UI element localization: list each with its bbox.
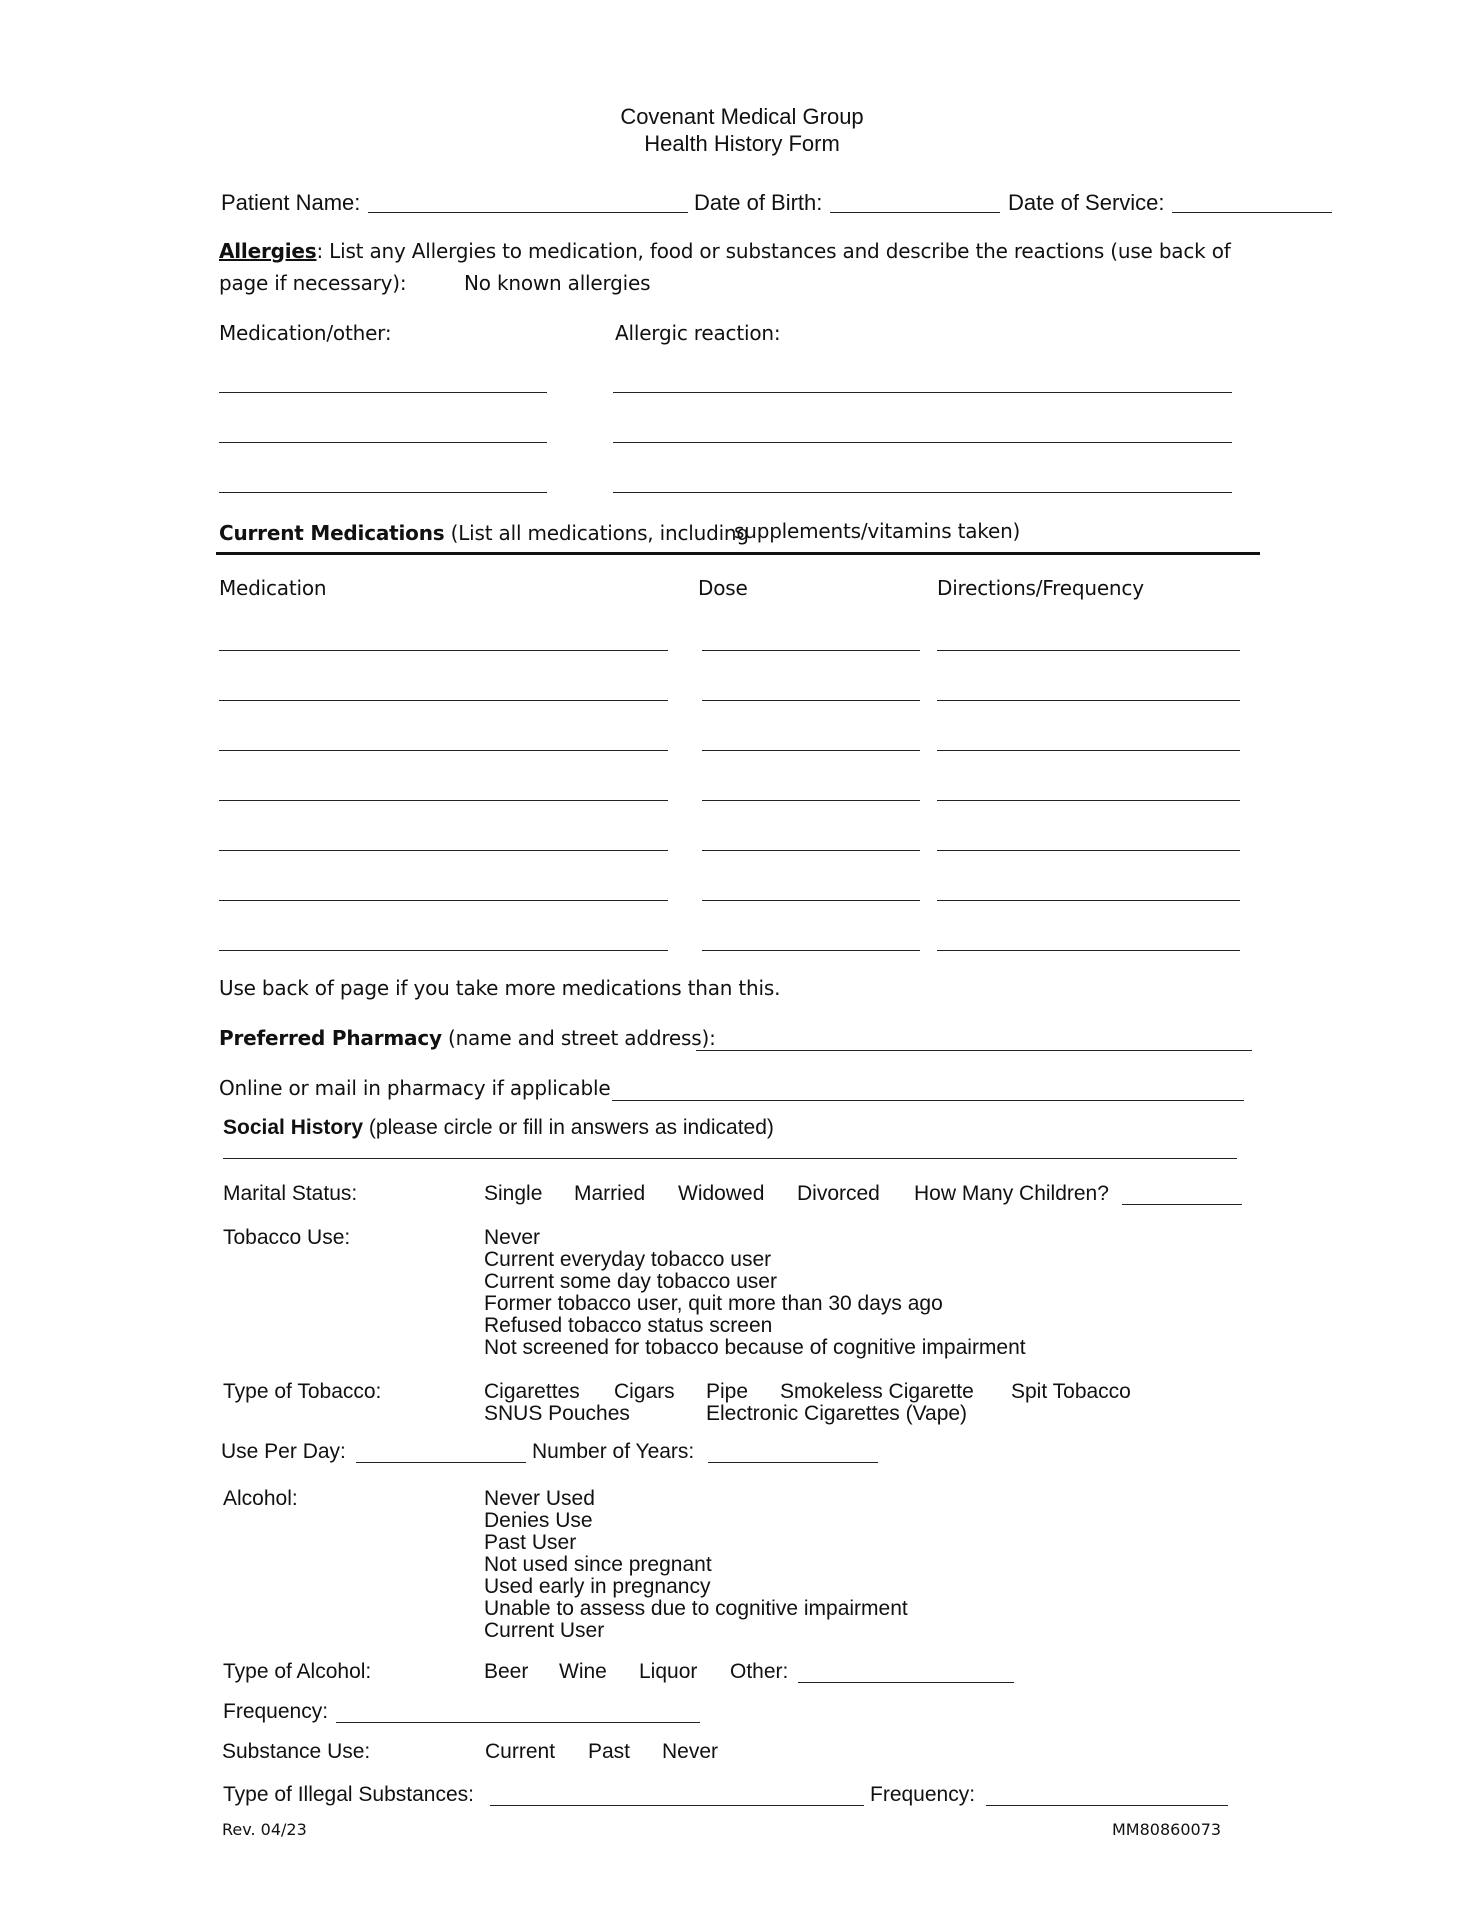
tobacco-type-vape[interactable]: Electronic Cigarettes (Vape): [706, 1402, 968, 1425]
patient-name-label: Patient Name:: [221, 190, 361, 215]
dose-field[interactable]: [702, 950, 920, 951]
alcohol-option-not-since-pregnant[interactable]: Not used since pregnant: [484, 1553, 712, 1576]
dob-label: Date of Birth:: [694, 190, 823, 215]
substance-use-label: Substance Use:: [222, 1740, 371, 1763]
alcohol-option-past[interactable]: Past User: [484, 1531, 577, 1554]
medications-heading-line: [219, 521, 749, 545]
years-label: Number of Years:: [532, 1440, 695, 1463]
alcohol-type-beer[interactable]: Beer: [484, 1660, 529, 1683]
dos-label: Date of Service:: [1008, 190, 1165, 215]
allergies-instructions: : List any Allergies to medication, food or substances and describe the reactions (use back of: [316, 239, 1231, 263]
illegal-substances-label: Type of Illegal Substances:: [223, 1783, 474, 1806]
no-known-allergies-option[interactable]: No known allergies: [464, 271, 651, 295]
allergy-medication-field[interactable]: [219, 492, 547, 493]
directions-field[interactable]: [937, 850, 1240, 851]
medications-heading-rest: (List all medications, including: [444, 521, 749, 545]
alcohol-type-liquor[interactable]: Liquor: [639, 1660, 698, 1683]
medications-note: Use back of page if you take more medications than this.: [219, 976, 781, 1000]
illegal-frequency-label: Frequency:: [870, 1783, 976, 1806]
tobacco-options-list: [484, 1227, 1026, 1359]
dose-column-header: Dose: [698, 576, 748, 600]
patient-name-field[interactable]: [368, 212, 688, 213]
dob-field[interactable]: [830, 212, 1000, 213]
dose-field[interactable]: [702, 700, 920, 701]
substance-option-never[interactable]: Never: [662, 1740, 719, 1763]
social-history-divider: [223, 1158, 1237, 1159]
allergy-reaction-field[interactable]: [613, 392, 1232, 393]
tobacco-option-not-screened[interactable]: Not screened for tobacco because of cognitive impairment: [484, 1336, 1026, 1359]
children-label: How Many Children?: [914, 1182, 1109, 1205]
dose-field[interactable]: [702, 850, 920, 851]
online-pharmacy-field[interactable]: [612, 1100, 1244, 1101]
directions-column-header: Directions/Frequency: [937, 576, 1144, 600]
years-field[interactable]: [708, 1462, 878, 1463]
medication-field[interactable]: [219, 900, 668, 901]
alcohol-other-field[interactable]: [798, 1682, 1014, 1683]
tobacco-option-someday[interactable]: Current some day tobacco user: [484, 1270, 777, 1293]
medication-field[interactable]: [219, 700, 668, 701]
directions-field[interactable]: [937, 900, 1240, 901]
tobacco-type-cigarettes[interactable]: Cigarettes: [484, 1380, 580, 1403]
alcohol-options-list: [484, 1488, 908, 1642]
alcohol-other-label: Other:: [730, 1660, 789, 1683]
revision-label: Rev. 04/23: [222, 1820, 307, 1839]
tobacco-use-label: Tobacco Use:: [223, 1226, 351, 1249]
illegal-frequency-field[interactable]: [986, 1805, 1228, 1806]
tobacco-option-refused[interactable]: Refused tobacco status screen: [484, 1314, 773, 1337]
social-history-instructions: (please circle or fill in answers as indicated): [363, 1116, 774, 1139]
tobacco-type-cigars[interactable]: Cigars: [614, 1380, 675, 1403]
alcohol-frequency-label: Frequency:: [223, 1700, 329, 1723]
dos-field[interactable]: [1172, 212, 1332, 213]
alcohol-option-unable-to-assess[interactable]: Unable to assess due to cognitive impairment: [484, 1597, 908, 1620]
marital-option-divorced[interactable]: Divorced: [797, 1182, 880, 1205]
alcohol-option-early-pregnancy[interactable]: Used early in pregnancy: [484, 1575, 711, 1598]
pharmacy-label-rest: (name and street address):: [441, 1026, 716, 1050]
tobacco-type-label: Type of Tobacco:: [223, 1380, 382, 1403]
medication-field[interactable]: [219, 750, 668, 751]
allergy-medication-header: Medication/other:: [219, 321, 392, 345]
alcohol-type-wine[interactable]: Wine: [559, 1660, 607, 1683]
allergies-heading: Allergies: [219, 239, 317, 263]
medication-field[interactable]: [219, 650, 668, 651]
pharmacy-label: [219, 1026, 716, 1050]
marital-option-single[interactable]: Single: [484, 1182, 543, 1205]
tobacco-type-smokeless[interactable]: Smokeless Cigarette: [780, 1380, 974, 1403]
tobacco-option-everyday[interactable]: Current everyday tobacco user: [484, 1248, 772, 1271]
dose-field[interactable]: [702, 650, 920, 651]
allergy-medication-field[interactable]: [219, 442, 547, 443]
dose-field[interactable]: [702, 750, 920, 751]
allergy-medication-field[interactable]: [219, 392, 547, 393]
marital-option-widowed[interactable]: Widowed: [678, 1182, 765, 1205]
allergy-reaction-header: Allergic reaction:: [615, 321, 781, 345]
dose-field[interactable]: [702, 800, 920, 801]
marital-status-label: Marital Status:: [223, 1182, 358, 1205]
organization-name: Covenant Medical Group: [620, 104, 864, 129]
tobacco-type-pipe[interactable]: Pipe: [706, 1380, 749, 1403]
alcohol-frequency-field[interactable]: [336, 1722, 700, 1723]
directions-field[interactable]: [937, 700, 1240, 701]
pharmacy-field[interactable]: [696, 1050, 1252, 1051]
substance-option-current[interactable]: Current: [485, 1740, 556, 1763]
directions-field[interactable]: [937, 750, 1240, 751]
medication-field[interactable]: [219, 950, 668, 951]
social-history-heading: Social History: [223, 1116, 364, 1139]
pharmacy-label-bold: Preferred Pharmacy: [219, 1026, 442, 1050]
allergies-line-1: [219, 239, 1231, 263]
form-title: Health History Form: [644, 131, 840, 156]
use-per-day-field[interactable]: [356, 1462, 526, 1463]
dose-field[interactable]: [702, 900, 920, 901]
directions-field[interactable]: [937, 950, 1240, 951]
alcohol-option-current[interactable]: Current User: [484, 1619, 605, 1642]
tobacco-type-spit[interactable]: Spit Tobacco: [1011, 1380, 1131, 1403]
social-history-heading-line: [223, 1116, 774, 1140]
alcohol-label: Alcohol:: [223, 1487, 298, 1510]
tobacco-option-never[interactable]: Never: [484, 1226, 541, 1249]
alcohol-option-never[interactable]: Never Used: [484, 1487, 595, 1510]
substance-option-past[interactable]: Past: [588, 1740, 631, 1763]
tobacco-type-snus[interactable]: SNUS Pouches: [484, 1402, 630, 1425]
allergy-reaction-field[interactable]: [613, 492, 1232, 493]
children-field[interactable]: [1122, 1204, 1242, 1205]
medications-heading: Current Medications: [219, 521, 445, 545]
alcohol-type-label: Type of Alcohol:: [223, 1660, 372, 1683]
allergy-reaction-field[interactable]: [613, 442, 1232, 443]
use-per-day-label: Use Per Day:: [221, 1440, 346, 1463]
illegal-substances-field[interactable]: [490, 1805, 864, 1806]
online-pharmacy-label: Online or mail in pharmacy if applicable: [219, 1076, 611, 1100]
medication-column-header: Medication: [219, 576, 327, 600]
medications-heading-rest-2: supplements/vitamins taken): [734, 519, 1021, 543]
directions-field[interactable]: [937, 650, 1240, 651]
marital-option-married[interactable]: Married: [574, 1182, 646, 1205]
section-divider: [216, 552, 1260, 555]
allergies-line-2: page if necessary):: [219, 271, 407, 295]
tobacco-option-former[interactable]: Former tobacco user, quit more than 30 days ago: [484, 1292, 943, 1315]
alcohol-option-denies[interactable]: Denies Use: [484, 1509, 593, 1532]
directions-field[interactable]: [937, 800, 1240, 801]
form-code: MM80860073: [1112, 1820, 1222, 1839]
medication-field[interactable]: [219, 850, 668, 851]
medication-field[interactable]: [219, 800, 668, 801]
